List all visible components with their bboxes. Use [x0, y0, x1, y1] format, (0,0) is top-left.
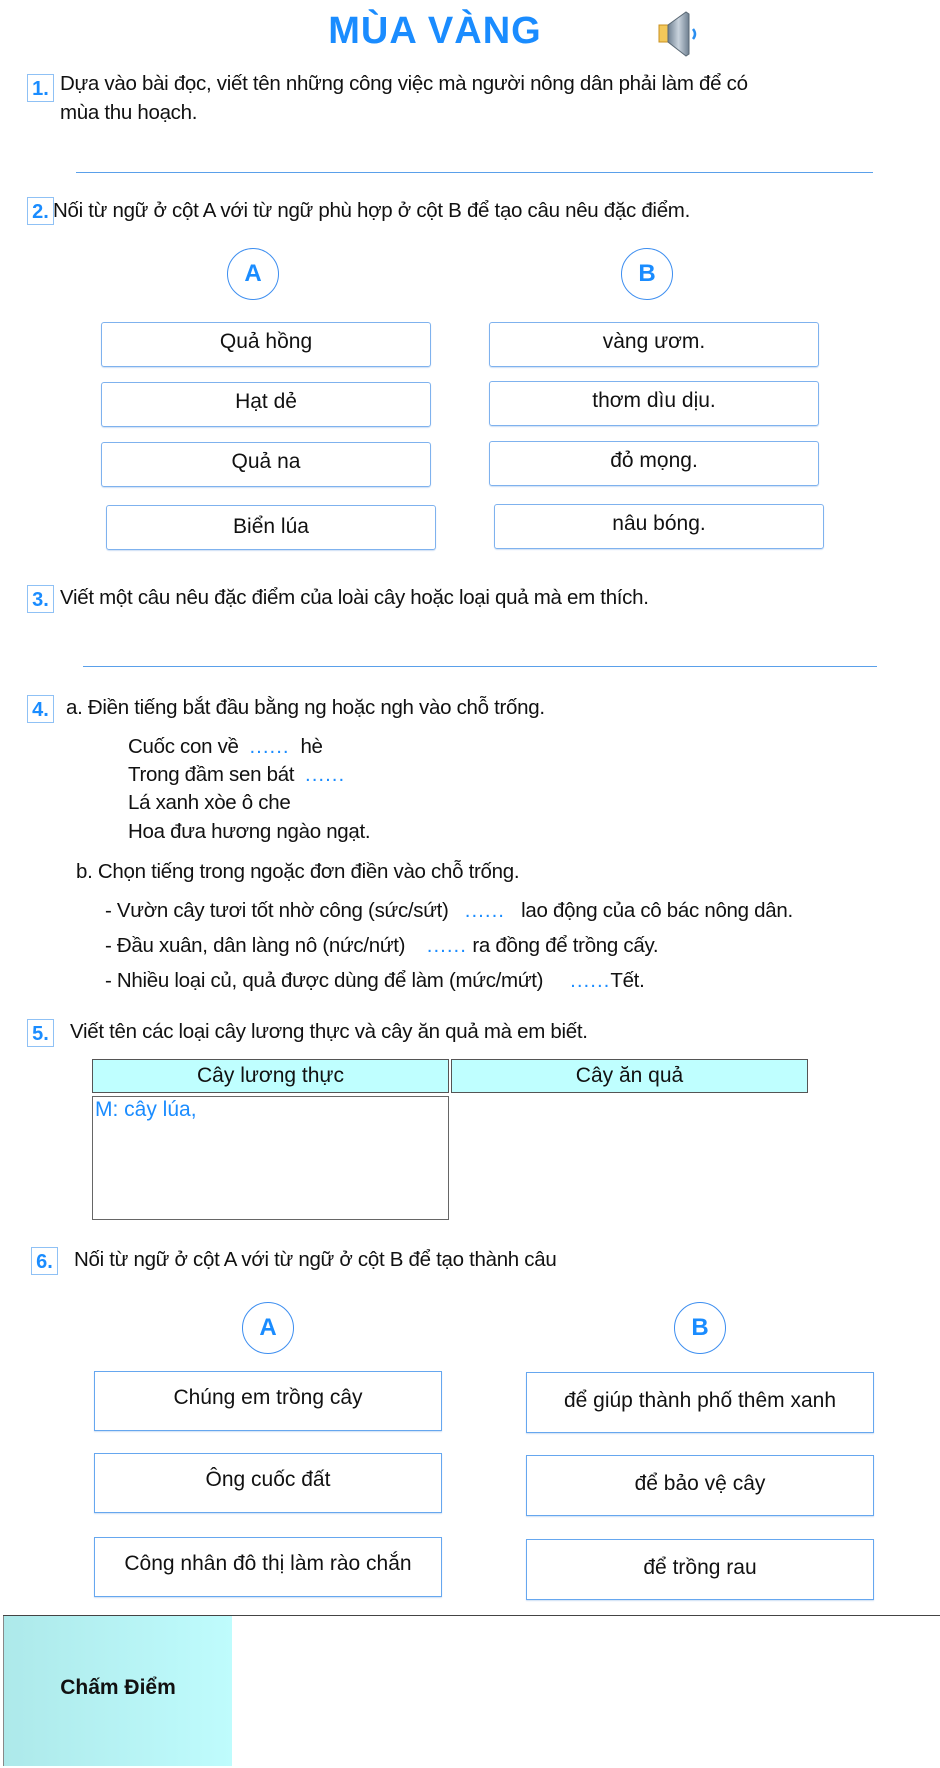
column-b-label: B	[674, 1302, 726, 1354]
score-label: Chấm Điểm	[60, 1676, 176, 1699]
match-b-item[interactable]: đỏ mọng.	[489, 441, 819, 486]
question-number-6: 6.	[31, 1247, 58, 1275]
poem-text: Trong đầm sen bát	[128, 763, 295, 786]
blank[interactable]: ......	[570, 969, 611, 992]
match-b-item[interactable]: nâu bóng.	[494, 504, 824, 549]
fill-item	[105, 932, 658, 960]
fill-text: - Nhiều loại củ, quả được dùng để làm (mức/mứt)	[105, 969, 544, 992]
fill-item	[105, 897, 793, 925]
question-number-3: 3.	[27, 585, 54, 613]
question-4a-text: a. Điền tiếng bắt đầu bằng ng hoặc ngh vào chỗ trống.	[66, 696, 545, 719]
question-number-4: 4.	[27, 695, 54, 723]
score-label-cell	[3, 1616, 233, 1766]
question-2-text: Nối từ ngữ ở cột A với từ ngữ phù hợp ở cột B để tạo câu nêu đặc điểm.	[53, 199, 690, 222]
poem-line	[128, 789, 290, 817]
fill-text: Tết.	[610, 969, 645, 992]
speaker-icon[interactable]	[656, 10, 710, 58]
match-b-item[interactable]: thơm dìu dịu.	[489, 381, 819, 426]
blank[interactable]: ......	[464, 899, 505, 922]
question-3-text: Viết một câu nêu đặc điểm của loài cây hoặc loại quả mà em thích.	[60, 586, 649, 609]
poem-text: Cuốc con về	[128, 735, 239, 758]
poem-line	[128, 733, 323, 761]
match-b-item[interactable]: để giúp thành phố thêm xanh	[526, 1372, 874, 1433]
column-b-label: B	[621, 248, 673, 300]
match-b-item[interactable]: để bảo vệ cây	[526, 1455, 874, 1516]
question-4b-text: b. Chọn tiếng trong ngoặc đơn điền vào chỗ trống.	[76, 860, 520, 883]
match-b-item[interactable]: để trồng rau	[526, 1539, 874, 1600]
poem-text: Hoa đưa hương ngào ngạt.	[128, 820, 371, 843]
match-a-item[interactable]: Ông cuốc đất	[94, 1453, 442, 1513]
match-a-item[interactable]: Quả na	[101, 442, 431, 487]
match-a-item[interactable]: Chúng em trồng cây	[94, 1371, 442, 1431]
poem-text: hè	[300, 735, 323, 758]
question-1-text-line1: Dựa vào bài đọc, viết tên những công việc mà người nông dân phải làm để có	[60, 72, 748, 95]
question-number-2: 2.	[27, 197, 54, 225]
fill-item	[105, 967, 644, 995]
page-title: MÙA VÀNG	[328, 10, 542, 52]
poem-text: Lá xanh xòe ô che	[128, 791, 291, 814]
match-a-item[interactable]: Hạt dẻ	[101, 382, 431, 427]
table-header-fruit-trees: Cây ăn quả	[451, 1059, 808, 1093]
fill-text: - Vườn cây tươi tốt nhờ công (sức/sứt)	[105, 899, 449, 922]
fill-text: ra đồng để trồng cấy.	[472, 934, 659, 957]
match-a-item[interactable]: Biển lúa	[106, 505, 436, 550]
blank[interactable]: ......	[249, 735, 290, 758]
question-number-5: 5.	[27, 1019, 54, 1047]
table-header-food-crops: Cây lương thực	[92, 1059, 449, 1093]
question-1-text-line2: mùa thu hoạch.	[60, 101, 198, 124]
column-a-label: A	[227, 248, 279, 300]
answer-line-3[interactable]	[83, 666, 877, 667]
fill-text: - Đầu xuân, dân làng nô (nức/nứt)	[105, 934, 406, 957]
question-6-text: Nối từ ngữ ở cột A với từ ngữ ở cột B để tạo thành câu	[74, 1248, 557, 1271]
poem-line	[128, 761, 345, 789]
blank[interactable]: ......	[305, 763, 346, 786]
match-a-item[interactable]: Quả hồng	[101, 322, 431, 367]
food-crops-input[interactable]: M: cây lúa,	[92, 1096, 449, 1220]
question-5-text: Viết tên các loại cây lương thực và cây ăn quả mà em biết.	[70, 1020, 588, 1043]
match-b-item[interactable]: vàng ươm.	[489, 322, 819, 367]
poem-line	[128, 818, 370, 846]
score-input[interactable]	[232, 1616, 940, 1766]
blank[interactable]: ......	[426, 934, 467, 957]
answer-line-1[interactable]	[76, 172, 873, 173]
match-a-item[interactable]: Công nhân đô thị làm rào chắn	[94, 1537, 442, 1597]
column-a-label: A	[242, 1302, 294, 1354]
question-number-1: 1.	[27, 74, 54, 102]
score-panel	[3, 1615, 940, 1768]
fill-text: lao động của cô bác nông dân.	[521, 899, 793, 922]
